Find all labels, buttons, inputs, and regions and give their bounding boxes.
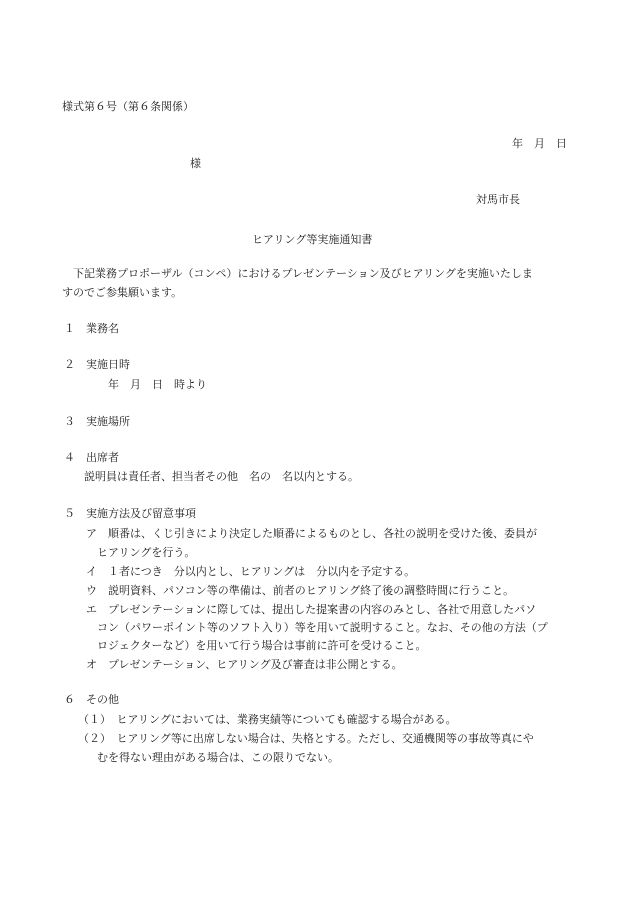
section-6-heading: ６ その他: [64, 693, 119, 706]
section-4-heading: ４ 出席者: [64, 451, 119, 464]
section-4-body: 説明員は責任者、担当者その他 名の 名以内とする。: [84, 470, 359, 483]
list-item-line: エ プレゼンテーションに際しては、提出した提案書の内容のみとし、各社で用意したパソ: [86, 603, 537, 616]
recipient-suffix: 様: [190, 157, 201, 170]
list-item-line: （２） ヒアリング等に出席しない場合は、失格とする。ただし、交通機関等の事故等真にや: [78, 732, 534, 745]
section-2-body: 年 月 日 時より: [108, 378, 207, 391]
section-2-heading: ２ 実施日時: [64, 358, 130, 371]
list-item-line: コン（パワーポイント等のソフト入り）等を用いて説明すること。なお、その他の方法（プ: [97, 621, 548, 634]
form-number: 様式第６号（第６条関係）: [62, 100, 194, 113]
date-line: 年 月 日: [512, 137, 567, 150]
section-1-heading: １ 業務名: [64, 322, 119, 335]
list-item-line: ヒアリングを行う。: [97, 546, 196, 559]
document-title: ヒアリング等実施通知書: [252, 233, 373, 246]
section-5-item-i: イ １者につき 分以内とし、ヒアリングは 分以内を予定する。: [86, 565, 416, 578]
section-5-heading: ５ 実施方法及び留意事項: [64, 507, 196, 520]
section-5-item-o: オ プレゼンテーション、ヒアリング及び審査は非公開とする。: [86, 658, 403, 671]
section-5-item-u: ウ 説明資料、パソコン等の準備は、前者のヒアリング終了後の調整時間に行うこと。: [86, 584, 515, 597]
intro-line: 下記業務プロポーザル（コンペ）におけるプレゼンテーション及びヒアリングを実施いたしま: [62, 267, 533, 280]
section-6-item-1: （１） ヒアリングにおいては、業務実績等についても確認する場合がある。: [78, 713, 457, 726]
list-item-line: ロジェクターなど）を用いて行う場合は事前に許可を受けること。: [97, 639, 427, 652]
sender: 対馬市長: [476, 193, 520, 206]
list-item-line: むを得ない理由がある場合は、この限りでない。: [97, 751, 339, 764]
section-3-heading: ３ 実施場所: [64, 415, 130, 428]
intro-line: すのでご参集願います。: [62, 286, 183, 299]
list-item-line: ア 順番は、くじ引きにより決定した順番によるものとし、各社の説明を受けた後、委員が: [86, 527, 537, 540]
